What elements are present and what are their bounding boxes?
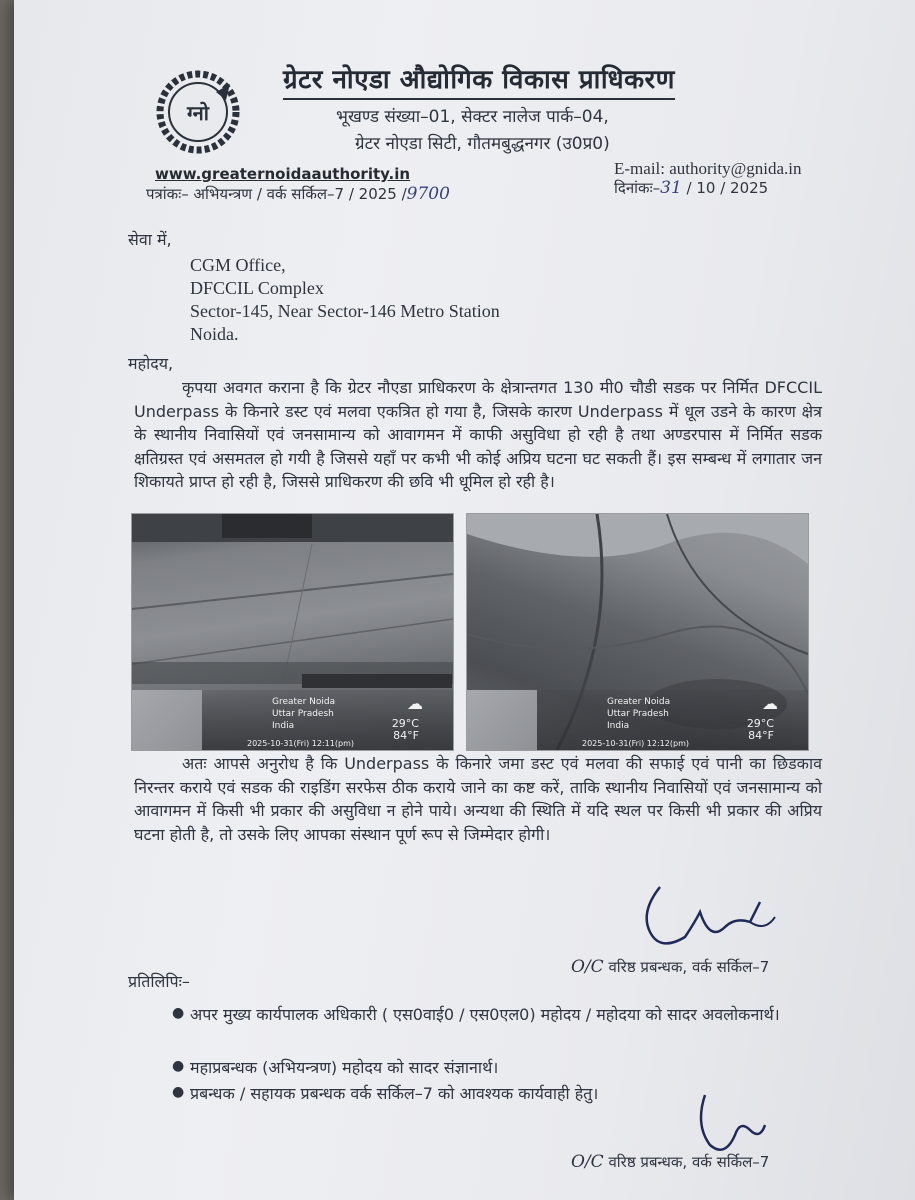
geotag-map-thumbnail bbox=[467, 690, 537, 750]
date-handwritten-day: 31 bbox=[660, 178, 682, 198]
site-photo-1 bbox=[131, 513, 454, 751]
photo-geotag-stamp bbox=[467, 690, 808, 750]
geotag-timestamp: 2025-10-31(Fri) 12:11(pm) bbox=[247, 739, 354, 748]
geotag-location bbox=[607, 696, 670, 732]
geotag-state: Uttar Pradesh bbox=[272, 709, 334, 719]
body-paragraph-2: अतः आपसे अनुरोध है कि Underpass के किनारे जमा डस्ट एवं मलवा की सफाई एवं पानी का छिडकाव निरन्तर कराये एवं सडक की राइडिंग सरफेस ठीक कराये जाने का कष्ट करें, ताकि स्थानीय निवासियों एवं जनसामान्य को आवागमन में किसी भी प्रकार की असुविधा न होने पाये। अन्यथा की स्थिति में यदि स्थल पर किसी भी प्रकार की अप्रिय घटना होती है, तो उसके लिए आपका संस्थान पूर्ण रूप से जिम्मेदार होगी। bbox=[134, 754, 822, 844]
signature-2 bbox=[690, 1090, 770, 1160]
bullet-icon: ● bbox=[172, 1084, 185, 1100]
recipient-address bbox=[190, 254, 500, 346]
recipient-line: Sector-145, Near Sector-146 Metro Station bbox=[190, 301, 500, 321]
geotag-temperature bbox=[392, 718, 419, 742]
address-line-1: भूखण्ड संख्या–01, सेक्टर नालेज पार्क–04, bbox=[336, 107, 609, 127]
geotag-state: Uttar Pradesh bbox=[607, 709, 669, 719]
designation-text: वरिष्ठ प्रबन्धक, वर्क सर्किल–7 bbox=[608, 1153, 770, 1171]
svg-text:ग्नो: ग्नो bbox=[187, 101, 209, 125]
ref-prefix: पत्रांकः– अभियन्त्रण / वर्क सर्किल–7 / 2025 / bbox=[146, 185, 407, 203]
copy-item-1: अपर मुख्य कार्यपालक अधिकारी ( एस0वाई0 / एस0एल0) महोदय / महोदया को सादर अवलोकनार्थ। bbox=[190, 1005, 780, 1024]
bullet-icon: ● bbox=[172, 1058, 185, 1074]
weather-cloud-icon: ☁ bbox=[407, 694, 423, 713]
site-photo-2 bbox=[466, 513, 809, 751]
signature-1 bbox=[600, 882, 780, 952]
geotag-city: Greater Noida bbox=[272, 697, 336, 707]
email-address: E-mail: authority@gnida.in bbox=[614, 159, 802, 178]
date-prefix: दिनांकः– bbox=[614, 179, 661, 197]
date-suffix: / 10 / 2025 bbox=[686, 179, 769, 197]
oc-handwritten-mark: O/C bbox=[571, 957, 604, 977]
geotag-country: India bbox=[272, 721, 295, 731]
recipient-line: DFCCIL Complex bbox=[190, 278, 324, 298]
geotag-timestamp: 2025-10-31(Fri) 12:12(pm) bbox=[582, 739, 689, 748]
photo-geotag-stamp bbox=[132, 690, 453, 750]
oc-handwritten-mark: O/C bbox=[571, 1152, 604, 1172]
org-title: ग्रेटर नोएडा औद्योगिक विकास प्राधिकरण bbox=[283, 60, 675, 100]
weather-cloud-icon: ☁ bbox=[762, 694, 778, 713]
address-line-2: ग्रेटर नोएडा सिटी, गौतमबुद्धनगर (उ0प्र0) bbox=[355, 134, 610, 154]
authority-logo-icon bbox=[156, 70, 240, 154]
designation-1 bbox=[571, 957, 769, 977]
copy-item-3: प्रबन्धक / सहायक प्रबन्धक वर्क सर्किल–7 को आवश्यक कार्यवाही हेतु। bbox=[190, 1084, 599, 1103]
reference-number bbox=[146, 184, 450, 204]
bullet-icon: ● bbox=[172, 1005, 185, 1021]
geotag-temperature bbox=[747, 718, 774, 742]
recipient-line: CGM Office, bbox=[190, 255, 286, 275]
geotag-city: Greater Noida bbox=[607, 697, 671, 707]
geotag-map-thumbnail bbox=[132, 690, 202, 750]
geotag-location bbox=[272, 696, 335, 732]
designation-text: वरिष्ठ प्रबन्धक, वर्क सर्किल–7 bbox=[608, 958, 770, 976]
letter-date bbox=[614, 178, 768, 198]
temp-celsius: 29°C bbox=[746, 717, 774, 730]
ref-handwritten-number: 9700 bbox=[406, 184, 450, 204]
temp-celsius: 29°C bbox=[391, 717, 419, 730]
website-link[interactable]: www.greaternoidaauthority.in bbox=[155, 165, 411, 183]
to-label: सेवा में, bbox=[128, 230, 172, 249]
geotag-country: India bbox=[607, 721, 630, 731]
body-paragraph-1: कृपया अवगत कराना है कि ग्रेटर नौएडा प्राधिकरण के क्षेत्रान्तगत 130 मी0 चौडी सडक पर निर्मित DFCCIL Underpass के किनारे डस्ट एवं मलवा एकत्रित हो गया है, जिसके कारण Underpass में धूल उडने के कारण क्षेत्र के स्थानीय निवासियों एवं जनसामान्य को आवागमन में काफी असुविधा हो रही है तथा अण्डरपास में निर्मित सडक क्षतिग्रस्त एवं असमतल हो गयी है जिससे यहाँ पर कभी भी कोई अप्रिय घटना घट सकती हैं। इस सम्बन्ध में लगातार जन शिकायते प्राप्त हो रही है, जिससे प्राधिकरण की छवि भी धूमिल हो रही है। bbox=[134, 378, 822, 492]
copy-item-2: महाप्रबन्धक (अभियन्त्रण) महोदय को सादर संज्ञानार्थ। bbox=[190, 1058, 499, 1077]
copy-to-heading: प्रतिलिपिः– bbox=[128, 972, 190, 991]
temp-fahrenheit: 84°F bbox=[748, 729, 774, 742]
designation-2 bbox=[571, 1152, 769, 1172]
greeting: महोदय, bbox=[128, 354, 174, 373]
recipient-line: Noida. bbox=[190, 324, 239, 344]
temp-fahrenheit: 84°F bbox=[393, 729, 419, 742]
